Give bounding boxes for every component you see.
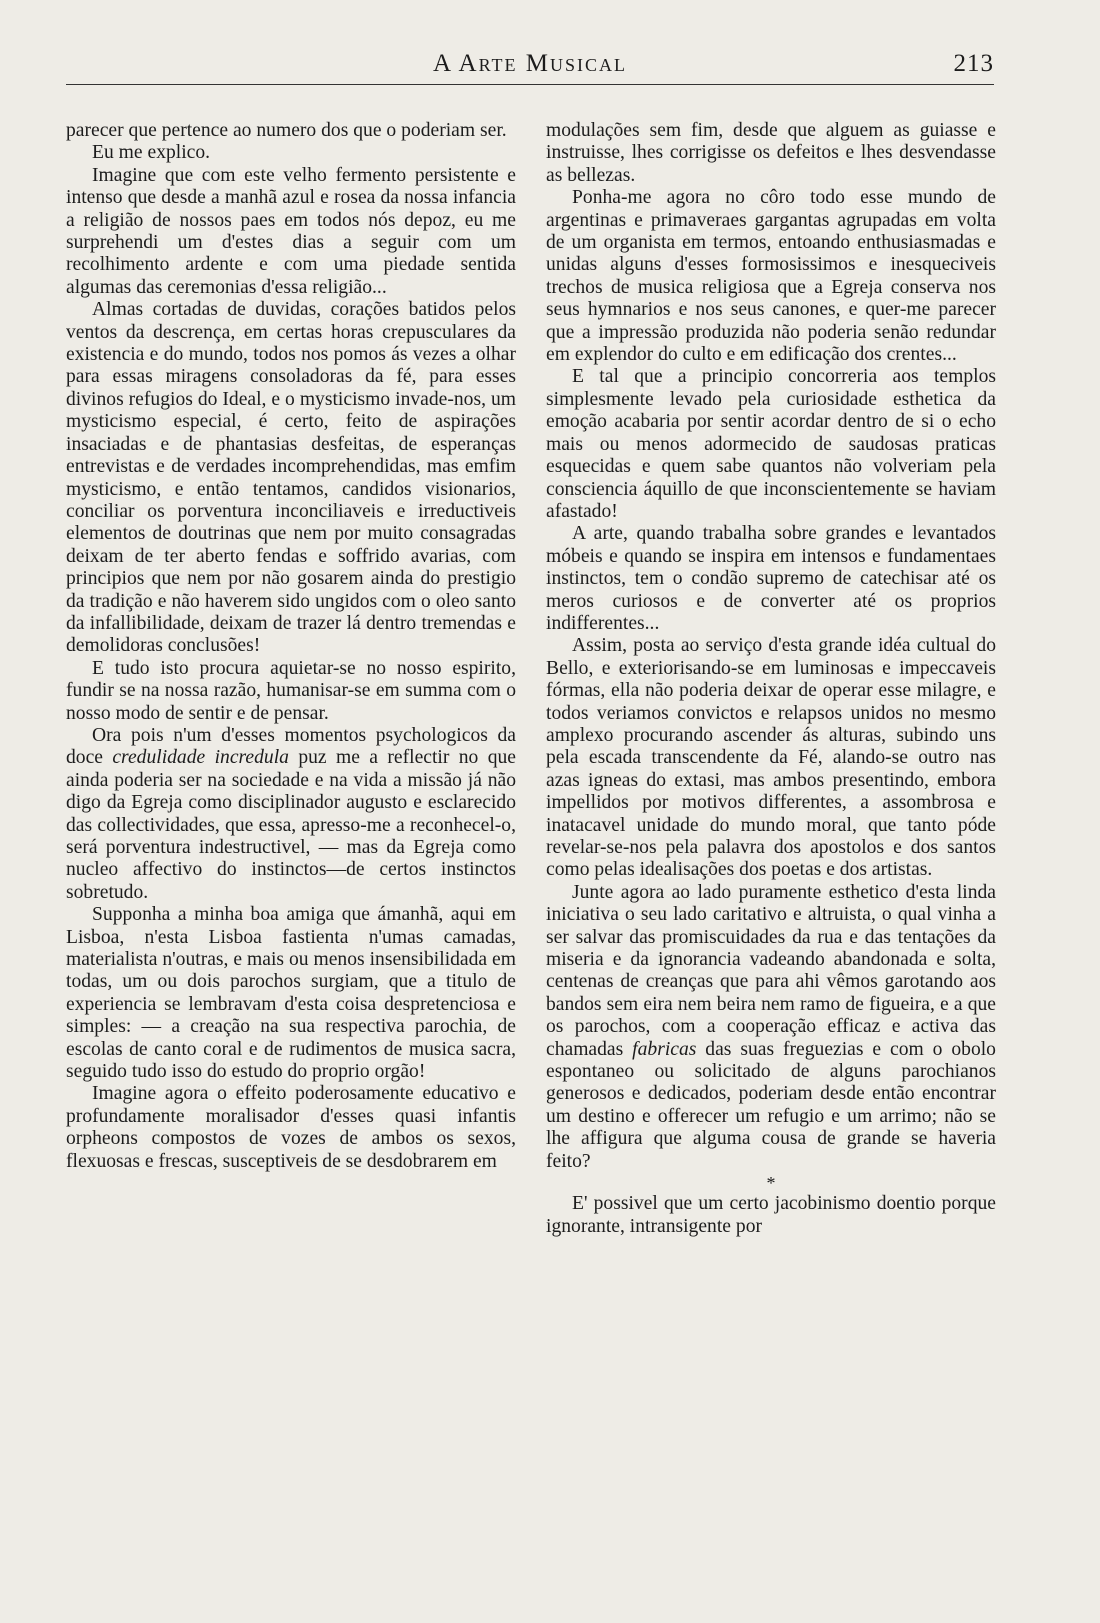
left-column bbox=[66, 120, 516, 1238]
paragraph: Eu me explico. bbox=[92, 142, 211, 164]
text-run: Junte agora ao lado puramente esthetico d'esta linda iniciativa o seu lado caritativo e altruista, o qual vinha a ser salvar das promiscuidades da rua e das tentações da miseria e da ignorancia vadeando abandonada e solta, centenas de creanças que para ahi vêmos garotando aos bandos sem eira nem beira nem ramo de figueira, e a que os parochos, com a cooperação efficaz e activa das chamadas bbox=[546, 881, 996, 1060]
paragraph: E tal que a principio concorreria aos templos simplesmente levado pela curiosidade esthetica da emoção acabaria por sentir acordar dentro de si o echo mais ou menos adormecido de saudosas praticas esquecidas e quem sabe quantos não volveriam pela consciencia áquillo de que inconscientemente se haviam afastado! bbox=[546, 366, 996, 522]
section-asterism: * bbox=[766, 1173, 776, 1194]
paragraph bbox=[546, 882, 996, 1173]
text-columns bbox=[66, 120, 996, 1238]
text-run: das suas freguezias e com o obolo espontaneo ou solicitado de alguns parochianos generosos e dedicados, poderiam desde então encontrar um destino e offerecer um refugio e um arrimo; não se lhe affigura que alguma cousa de grande se haveria feito? bbox=[546, 1038, 996, 1172]
right-column bbox=[546, 120, 996, 1238]
header-rule bbox=[66, 84, 994, 85]
text-run: puz me a reflectir no que ainda poderia ser na sociedade e na vida a missão já não digo da Egreja como disciplinador augusto e esclarecido das collectividades, que essa, apresso-me a reconhecel-o, será porventura indestructivel, — mas da Egreja como nucleo affectivo do instinctos—de certos instinctos sobretudo. bbox=[66, 747, 516, 903]
paragraph bbox=[66, 725, 516, 904]
paragraph: A arte, quando trabalha sobre grandes e levantados móbeis e quando se inspira em intensos e fundamentaes instinctos, tem o condão supremo de catechisar até os meros curiosos e de converter até os proprios indifferentes... bbox=[546, 523, 996, 634]
paragraph: parecer que pertence ao numero dos que o poderiam ser. bbox=[66, 120, 507, 141]
paragraph: modulações sem fim, desde que alguem as guiasse e instruisse, lhes corrigisse os defeitos e lhes desvendasse as bellezas. bbox=[546, 120, 996, 186]
paragraph: Imagine que com este velho fermento persistente e intenso que desde a manhã azul e rosea da nossa infancia a religião de nossos paes em todos nós depoz, eu me surprehendi um d'estes dias a seguir com um recolhimento ardente e com uma piedade sentida algumas das ceremonias d'essa religião... bbox=[66, 164, 516, 298]
page-number: 213 bbox=[953, 50, 994, 77]
paragraph: E' possivel que um certo jacobinismo doentio porque ignorante, intransigente por bbox=[546, 1193, 996, 1237]
paragraph: Imagine agora o effeito poderosamente educativo e profundamente moralisador d'esses quasi infantis orpheons compostos de vozes de ambos os sexos, flexuosas e frescas, susceptiveis de se desdobrarem em bbox=[66, 1083, 516, 1172]
paragraph: Supponha a minha boa amiga que ámanhã, aqui em Lisboa, n'esta Lisboa fastienta n'umas camadas, materialista n'outras, e mais ou menos insensibilidada em todas, um ou dois parochos surgiam, que a titulo de experiencia se lembravam d'esta coisa despretenciosa e simples: — a creação na sua respectiva parochia, de escolas de canto coral e de rudimentos de musica sacra, seguido tudo isso do estudo do proprio orgão! bbox=[66, 904, 516, 1083]
paragraph: Assim, posta ao serviço d'esta grande idéa cultual do Bello, e exteriorisando-se em luminosas e impeccaveis fórmas, ella não poderia deixar de operar esse milagre, e todos veriamos convictos e relapsos unidos no mesmo amplexo procurando ascender ás alturas, subindo uns pela escada transcendente da Fé, alando-se outro nas azas igneas do extasi, mas ambos presentindo, embora impellidos por motivos differentes, a assombrosa e inatacavel unidade do mundo moral, que tanto póde revelar-se-nos pela palavra dos apostolos e dos santos como pelas idealisações dos poetas e dos artistas. bbox=[546, 635, 996, 881]
paragraph: E tudo isto procura aquietar-se no nosso espirito, fundir se na nossa razão, humanisar-se em summa com o nosso modo de sentir e de pensar. bbox=[66, 657, 516, 724]
paragraph: Almas cortadas de duvidas, corações batidos pelos ventos da descrença, em certas horas crepusculares da existencia e do mundo, todos nos pomos ás vezes a olhar para essas miragens consoladoras da fé, para esses divinos refugios do Ideal, e o mysticismo invade-nos, um mysticismo especial, é certo, feito de aspirações insaciadas e de phantasias desfeitas, de esperanças entrevistas e de verdades incomprehendidas, mas emfim mysticismo, e então tentamos, candidos visionarios, conciliar os porventura inconciliaveis e irreductiveis elementos de doutrinas que nem por muito consagradas deixam de ter aberto fendas e soffrido avarias, com principios que nem por não gosarem ainda do prestigio da tradição e não haverem sido ungidos com o oleo santo da infallibilidade, deixam de trazer lá dentro tremendas e demolidoras conclusões! bbox=[66, 299, 516, 657]
paragraph: Ponha-me agora no côro todo esse mundo de argentinas e primaveraes gargantas agrupadas em volta de um organista em termos, entoando enthusiasmadas e unidas alguns d'esses formosissimos e inesqueciveis trechos de musica religiosa que a Egreja conserva nos seus hymnarios e nos seus canones, e quer-me parecer que a impressão produzida não poderia senão redundar em explendor do culto e em edificação dos crentes... bbox=[546, 187, 996, 366]
text-run: Ora pois n'um d'esses momentos psychologicos da doce bbox=[66, 724, 516, 769]
page-header bbox=[66, 50, 994, 86]
running-title: A Arte Musical bbox=[433, 50, 627, 77]
italic-phrase: credulidade incredula bbox=[112, 747, 289, 769]
italic-word: fabricas bbox=[632, 1038, 697, 1060]
